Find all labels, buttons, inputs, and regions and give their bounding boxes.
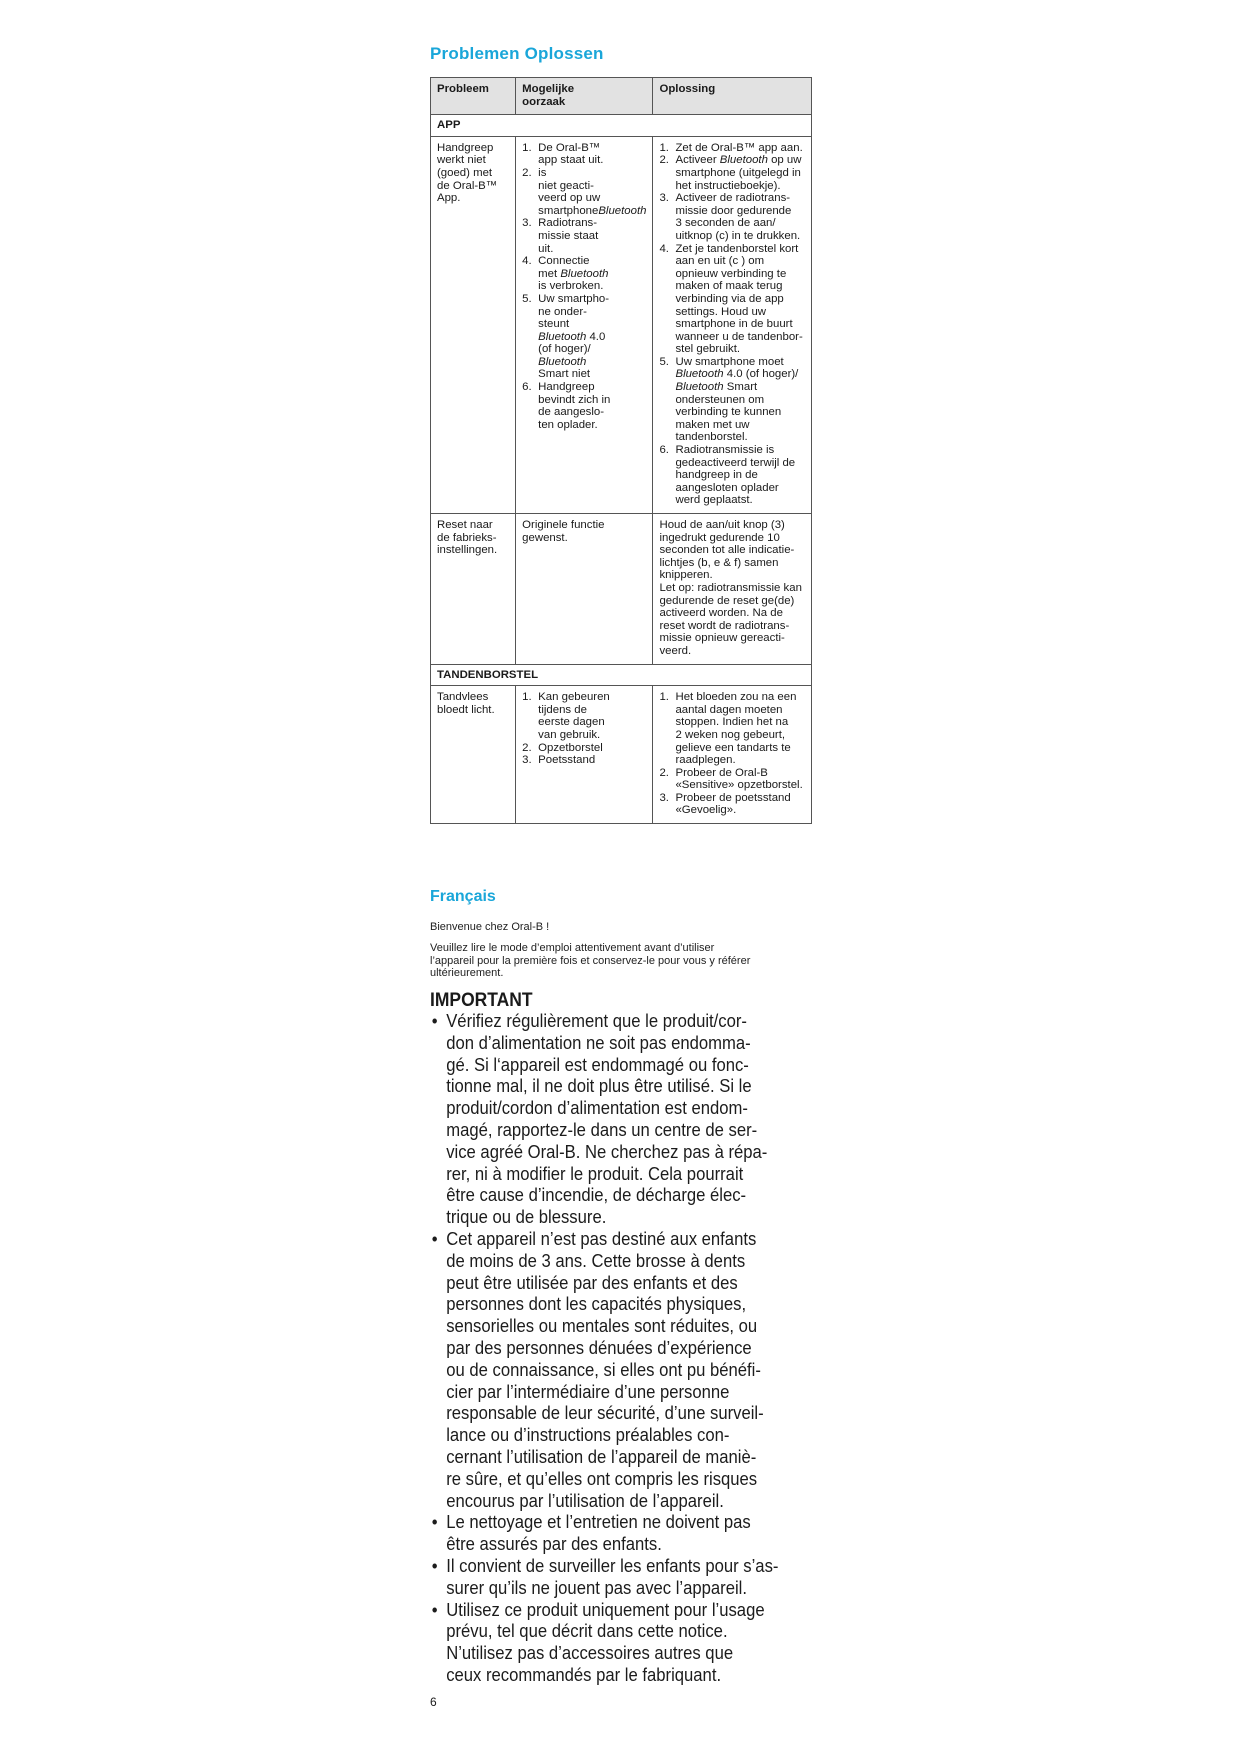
numbered-item: 2. Activeer Bluetooth op uw smartphone (uitgelegd in het instructieboekje). — [659, 154, 802, 192]
numbered-item: 1. Kan gebeuren tijdens de eerste dagen van gebruik. — [522, 691, 610, 741]
numbered-item: 1. De Oral-B™ app staat uit. — [522, 141, 604, 167]
list-item: • Cet appareil n’est pas destiné aux enfants de moins de 3 ans. Cette brosse à dents peut être utilisée par des enfants et des personnes dont les capacités physiques, sensorielles ou mentales sont réduites, ou par des personnes dénuées d’expérience ou de connaissance, si elles ont pu bénéfi- cier par l’intermédiaire d’une personne responsable de leur sécurité, d’une surveil- lance ou d’instructions préalables con- cernant l’utilisation de l’appareil de maniè- re sûre, et qu’elles ont compris les risques encourus par l’utilisation de l’appareil. — [431, 1227, 764, 1511]
list-item: • Vérifiez régulièrement que le produit/cor- don d’alimentation ne soit pas endomma- gé. Si l‘appareil est endommagé ou fonc- tionne mal, il ne doit plus être utilisé. Si le produit/cordon d’alimentation est endom- magé, rapportez-le dans un centre de ser- vice agréé Oral-B. Ne cherchez pas à répa- rer, ni à modifier le produit. Cela pourrait être cause d’incendie, de décharge élec- trique ou de blessure. — [431, 1010, 768, 1228]
numbered-item: 6. Handgreep bevindt zich in de aangeslo- ten oplader. — [522, 381, 611, 431]
numbered-item: 4. Connectie met Bluetooth is verbroken. — [522, 255, 609, 293]
cell-problem: Reset naar de fabrieks- instellingen. — [431, 514, 516, 665]
header-solution: Oplossing — [653, 78, 812, 115]
numbered-item: 2. Probeer de Oral-B «Sensitive» opzetborstel. — [659, 766, 803, 792]
numbered-item: 6. Radiotransmissie is gedeactiveerd terwijl de handgreep in de aangesloten oplader werd geplaatst. — [659, 444, 796, 507]
bullet-icon: • — [431, 1227, 438, 1249]
numbered-item: 3. Radiotrans- missie staat uit. — [522, 217, 599, 255]
bullet-icon: • — [431, 1511, 438, 1533]
group-label: TANDENBORSTEL — [431, 664, 812, 686]
group-row-tandenborstel — [431, 664, 812, 686]
cell-solution — [653, 686, 812, 824]
cell-cause — [516, 686, 653, 824]
table-row — [431, 686, 812, 824]
table-row — [431, 514, 812, 665]
numbered-item: 3. Poetsstand — [522, 754, 596, 767]
group-row-app — [431, 115, 812, 137]
cell-cause — [516, 136, 653, 513]
important-heading: IMPORTANT — [430, 990, 533, 1011]
numbered-item: 4. Zet je tandenborstel kort aan en uit (c ) om opnieuw verbinding te maken of maak terug verbinding via de app settings. Houd uw smartphone in de buurt wanneer u de tandenbor- stel gebruikt. — [659, 242, 803, 356]
bullet-icon: • — [431, 1598, 438, 1620]
safety-list — [430, 1010, 830, 1686]
header-cause: Mogelijke oorzaak — [516, 78, 653, 115]
numbered-item: 3. Probeer de poetsstand «Gevoelig». — [659, 791, 791, 817]
table-row — [431, 136, 812, 513]
bullet-icon: • — [431, 1554, 438, 1576]
cell-solution — [653, 136, 812, 513]
cell-cause: Originele functie gewenst. — [516, 514, 653, 665]
french-section-title: Français — [430, 888, 496, 905]
table-header-row — [431, 78, 812, 115]
page-number: 6 — [430, 1695, 437, 1709]
numbered-item: 2. Opzetborstel — [522, 741, 603, 754]
numbered-item: 5. Uw smartphone moet Bluetooth 4.0 (of hoger)/ Bluetooth Smart ondersteunen om verbinding te kunnen maken met uw tandenborstel. — [659, 355, 799, 444]
cell-solution: Houd de aan/uit knop (3) ingedrukt gedurende 10 seconden tot alle indicatie- lichtjes (b, e & f) samen knipperen. Let op: radiotransmissie kan gedurende de reset ge(de) activeerd worden. Na de reset wordt de radiotrans- missie opnieuw gereacti- veerd. — [653, 514, 812, 665]
numbered-item: 1. Zet de Oral-B™ app aan. — [659, 141, 803, 154]
bullet-icon: • — [431, 1010, 438, 1031]
cell-problem: Handgreep werkt niet (goed) met de Oral-B™ App. — [431, 136, 516, 513]
cell-problem: Tandvlees bloedt licht. — [431, 686, 516, 824]
list-item: • Le nettoyage et l’entretien ne doivent pas être assurés par des enfants. — [431, 1511, 751, 1555]
list-item: • Il convient de surveiller les enfants pour s’as- surer qu’ils ne jouent pas avec l’appareil. — [431, 1554, 779, 1598]
read-instructions-text: Veuillez lire le mode d’emploi attentivement avant d’utiliser l’appareil pour la première fois et conservez-le pour vous y référer ultérieurement. — [430, 942, 751, 979]
numbered-item: 3. Activeer de radiotrans- missie door gedurende 3 seconden de aan/ uitknop (c) in te drukken. — [659, 192, 801, 242]
header-problem: Probleem — [431, 78, 516, 115]
troubleshooting-title: Problemen Oplossen — [430, 44, 604, 63]
list-item: • Utilisez ce produit uniquement pour l’usage prévu, tel que décrit dans cette notice. N’utilisez pas d’accessoires autres que ceux recommandés par le fabriquant. — [431, 1598, 765, 1685]
group-label: APP — [431, 115, 812, 137]
numbered-item: 2. is niet geacti- veerd op uw smartphoneBluetooth — [522, 166, 647, 217]
numbered-item: 5. Uw smartpho- ne onder- steunt Bluetooth 4.0 (of hoger)/ Bluetooth Smart niet — [522, 292, 610, 381]
troubleshooting-table — [430, 77, 812, 824]
welcome-text: Bienvenue chez Oral-B ! — [430, 921, 550, 933]
numbered-item: 1. Het bloeden zou na een aantal dagen moeten stoppen. Indien het na 2 weken nog gebeurt, gelieve een tandarts te raadplegen. — [659, 691, 797, 767]
